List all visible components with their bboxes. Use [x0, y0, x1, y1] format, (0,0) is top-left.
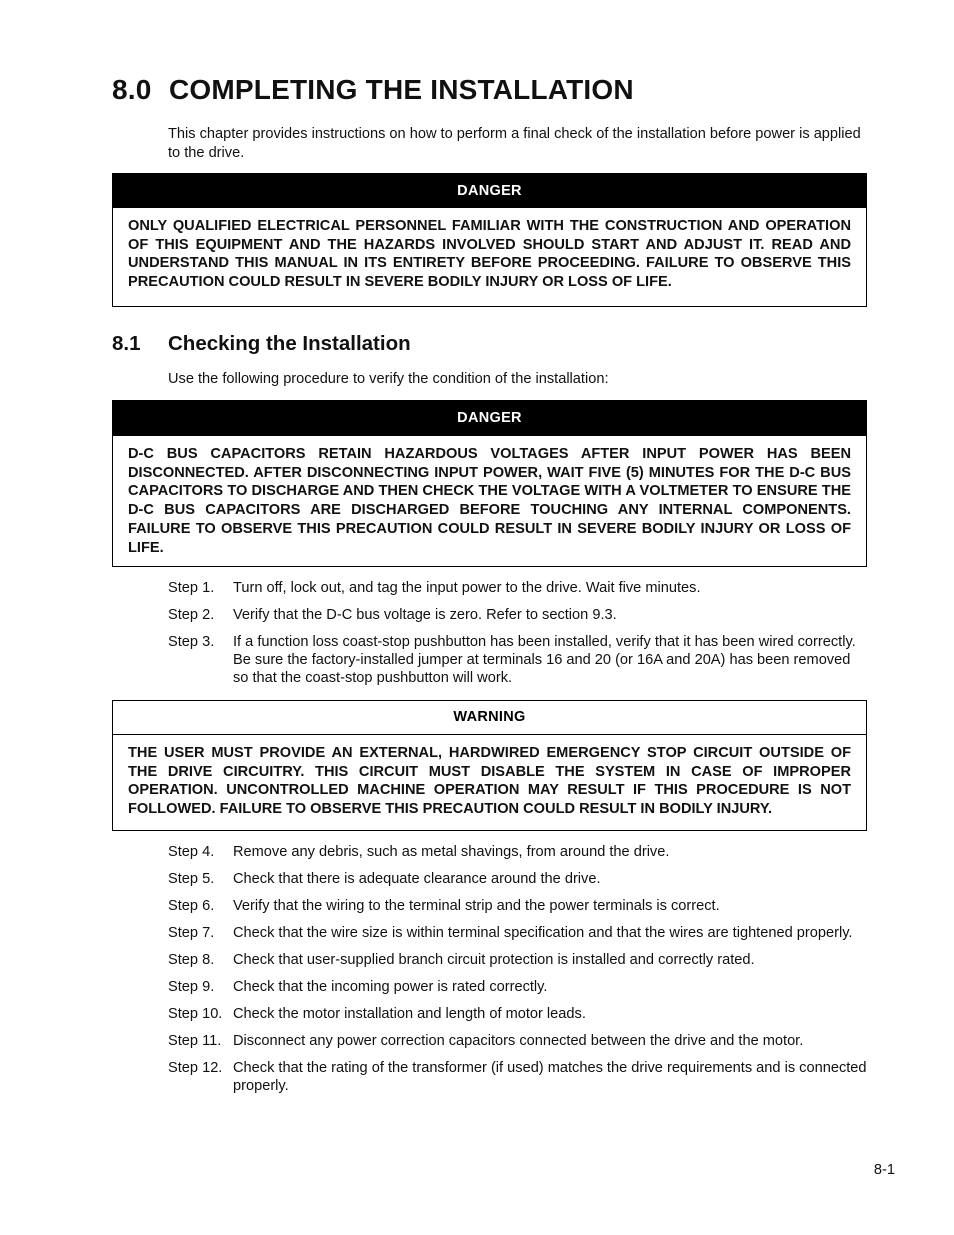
danger-notice-1: [112, 173, 867, 307]
step-label: Step 6.: [168, 898, 215, 914]
step-text: Turn off, lock out, and tag the input power to the drive. Wait five minutes.: [233, 580, 701, 596]
step-label: Step 5.: [168, 871, 215, 887]
step-text: If a function loss coast-stop pushbutton has been installed, verify that it has been wired correctly. Be sure the factory-installed jumper at terminals 16 and 20 (or 16A and 20A) has been removed so that the coast-stop pushbutton will work.: [233, 634, 856, 687]
step-label: Step 10.: [168, 1006, 223, 1022]
step-text: Verify that the D-C bus voltage is zero. Refer to section 9.3.: [233, 607, 617, 623]
procedure-steps-part-1: [168, 579, 868, 696]
procedure-step: [168, 951, 868, 969]
step-label: Step 11.: [168, 1033, 222, 1049]
step-text: Check the motor installation and length of motor leads.: [233, 1006, 586, 1022]
step-text: Check that the incoming power is rated correctly.: [233, 979, 548, 995]
step-text: Check that the rating of the transformer (if used) matches the drive requirements and is connected properly.: [233, 1060, 867, 1095]
procedure-step: [168, 579, 868, 597]
danger-body: ONLY QUALIFIED ELECTRICAL PERSONNEL FAMILIAR WITH THE CONSTRUCTION AND OPERATION OF THIS EQUIPMENT AND THE HAZARDS INVOLVED SHOULD START AND ADJUST IT. READ AND UNDERSTAND THIS MANUAL IN ITS ENTIRETY BEFORE PROCEEDING. FAILURE TO OBSERVE THIS PRECAUTION COULD RESULT IN SEVERE BODILY INJURY OR LOSS OF LIFE.: [128, 218, 851, 291]
step-text: Disconnect any power correction capacitors connected between the drive and the motor.: [233, 1033, 804, 1049]
section-title-text: Checking the Installation: [168, 332, 411, 355]
chapter-title: [112, 74, 634, 106]
step-label: Step 7.: [168, 925, 215, 941]
step-label: Step 3.: [168, 634, 215, 650]
section-title: [112, 332, 411, 356]
page-number: 8-1: [873, 1162, 895, 1178]
procedure-steps-part-2: [168, 843, 868, 1104]
procedure-step: [168, 897, 868, 915]
procedure-step: [168, 1032, 868, 1050]
procedure-step: [168, 843, 868, 861]
danger-heading: DANGER: [113, 401, 866, 436]
step-label: Step 12.: [168, 1060, 223, 1076]
procedure-step: [168, 978, 868, 996]
step-label: Step 2.: [168, 607, 215, 623]
chapter-number: 8.0: [112, 74, 152, 105]
warning-heading: WARNING: [113, 701, 866, 735]
procedure-step: [168, 606, 868, 624]
procedure-step: [168, 870, 868, 888]
step-label: Step 9.: [168, 979, 215, 995]
danger-heading: DANGER: [113, 174, 866, 208]
step-text: Check that there is adequate clearance around the drive.: [233, 871, 601, 887]
step-text: Verify that the wiring to the terminal strip and the power terminals is correct.: [233, 898, 720, 914]
danger-body: D-C BUS CAPACITORS RETAIN HAZARDOUS VOLTAGES AFTER INPUT POWER HAS BEEN DISCONNECTED. AFTER DISCONNECTING INPUT POWER, WAIT FIVE (5) MINUTES FOR THE D-C BUS CAPACITORS TO DISCHARGE AND THEN CHECK THE VOLTAGE WITH A VOLTMETER TO ENSURE THE D-C BUS CAPACITORS ARE DISCHARGED BEFORE TOUCHING ANY INTERNAL COMPONENTS. FAILURE TO OBSERVE THIS PRECAUTION COULD RESULT IN SEVERE BODILY INJURY OR LOSS OF LIFE.: [128, 446, 851, 556]
danger-notice-2: [112, 400, 867, 567]
step-label: Step 4.: [168, 844, 215, 860]
warning-body: THE USER MUST PROVIDE AN EXTERNAL, HARDWIRED EMERGENCY STOP CIRCUIT OUTSIDE OF THE DRIVE CIRCUITRY. THIS CIRCUIT MUST DISABLE THE SYSTEM IN CASE OF IMPROPER OPERATION. UNCONTROLLED MACHINE OPERATION MAY RESULT IF THIS PROCEDURE IS NOT FOLLOWED. FAILURE TO OBSERVE THIS PRECAUTION COULD RESULT IN BODILY INJURY.: [128, 745, 851, 818]
step-text: Remove any debris, such as metal shavings, from around the drive.: [233, 844, 670, 860]
section-number: 8.1: [112, 332, 141, 355]
section-intro: Use the following procedure to verify the condition of the installation:: [168, 371, 609, 387]
chapter-intro: This chapter provides instructions on how to perform a final check of the installation before power is applied to the drive.: [168, 126, 861, 161]
procedure-step: [168, 633, 868, 688]
step-text: Check that the wire size is within terminal specification and that the wires are tightened properly.: [233, 925, 853, 941]
procedure-step: [168, 1005, 868, 1023]
step-label: Step 8.: [168, 952, 215, 968]
procedure-step: [168, 924, 868, 942]
chapter-title-text: COMPLETING THE INSTALLATION: [169, 74, 634, 105]
warning-notice: [112, 700, 867, 831]
step-text: Check that user-supplied branch circuit protection is installed and correctly rated.: [233, 952, 755, 968]
procedure-step: [168, 1059, 868, 1095]
step-label: Step 1.: [168, 580, 215, 596]
